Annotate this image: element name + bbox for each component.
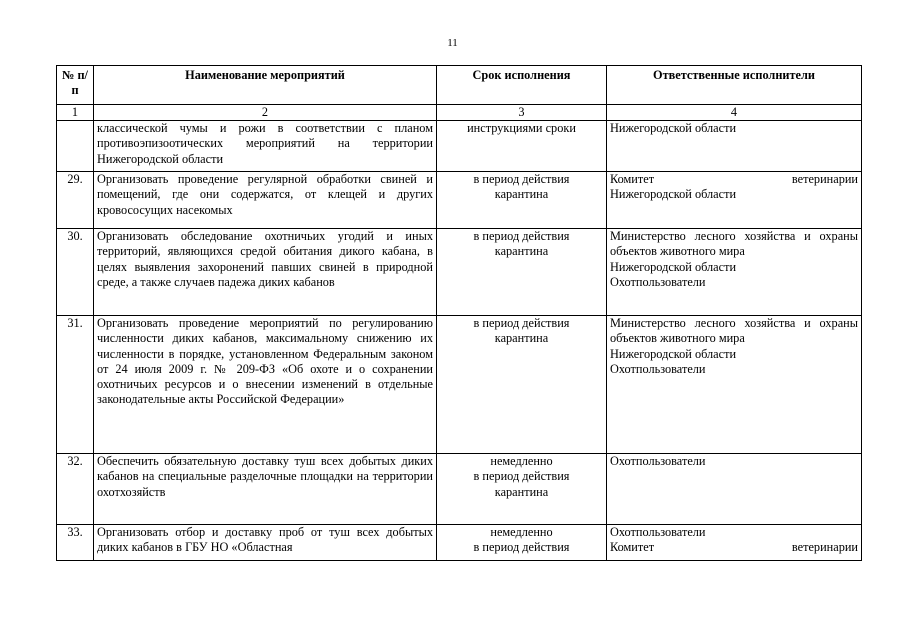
term-line: карантина bbox=[494, 331, 549, 346]
header-responsible: Ответственные исполнители bbox=[607, 66, 862, 105]
row-number bbox=[57, 121, 94, 172]
responsible-cell bbox=[607, 229, 862, 316]
responsible-cell bbox=[607, 316, 862, 454]
responsible-cell bbox=[607, 121, 862, 172]
term-cell bbox=[437, 229, 607, 316]
table-row bbox=[57, 121, 862, 172]
term-line: в период действия bbox=[473, 229, 570, 244]
row-number: 33. bbox=[57, 525, 94, 561]
column-number: 3 bbox=[437, 105, 607, 121]
measure-name: Организовать проведение мероприятий по регулированию численности диких кабанов, максимальному снижению их численности в порядке, установленном Федеральным законом от 24 июля 2009 г. № 209-ФЗ «Об охоте и о сохранении охотничьих ресурсов и о внесении изменений в отдельные законодательные акты Российской Федерации» bbox=[94, 316, 437, 454]
responsible-line: Охотпользователи bbox=[610, 361, 706, 376]
measures-table bbox=[56, 65, 862, 561]
column-number: 2 bbox=[94, 105, 437, 121]
column-number: 4 bbox=[607, 105, 862, 121]
row-number: 32. bbox=[57, 454, 94, 525]
responsible-cell bbox=[607, 454, 862, 525]
responsible-line: Нижегородской области bbox=[610, 121, 737, 136]
table-row bbox=[57, 229, 862, 316]
responsible-line: Министерство лесного хозяйства и охраны объектов животного мира bbox=[610, 316, 858, 346]
measure-name: Обеспечить обязательную доставку туш всех добытых диких кабанов на специальные разделочные площадки на территории охотхозяйств bbox=[94, 454, 437, 525]
term-cell bbox=[437, 121, 607, 172]
responsible-line: Министерство лесного хозяйства и охраны объектов животного мира bbox=[610, 229, 858, 259]
table-row bbox=[57, 172, 862, 229]
responsible-line: Охотпользователи bbox=[610, 454, 706, 469]
row-number: 31. bbox=[57, 316, 94, 454]
table-row bbox=[57, 316, 862, 454]
page-number: 11 bbox=[447, 37, 458, 49]
term-line: немедленно bbox=[490, 525, 553, 540]
term-cell bbox=[437, 525, 607, 561]
responsible-line: Нижегородской области bbox=[610, 187, 737, 202]
term-line: в период действия bbox=[473, 469, 570, 484]
measure-name: Организовать отбор и доставку проб от туш всех добытых диких кабанов в ГБУ НО «Областная bbox=[94, 525, 437, 561]
term-line: карантина bbox=[494, 484, 549, 499]
responsible-line: Комитет ветеринарии bbox=[610, 540, 858, 555]
column-number: 1 bbox=[57, 105, 94, 121]
term-line: карантина bbox=[494, 187, 549, 202]
term-cell bbox=[437, 172, 607, 229]
header-term: Срок исполнения bbox=[437, 66, 607, 105]
term-cell bbox=[437, 454, 607, 525]
term-line: немедленно bbox=[490, 454, 553, 469]
responsible-cell bbox=[607, 525, 862, 561]
measure-name: Организовать обследование охотничьих угодий и иных территорий, являющихся средой обитания дикого кабана, в целях выявления захоронений павших свиней в природной среде, а также случаев падежа диких кабанов bbox=[94, 229, 437, 316]
term-cell bbox=[437, 316, 607, 454]
table-row bbox=[57, 454, 862, 525]
term-line: карантина bbox=[494, 244, 549, 259]
term-line: в период действия bbox=[473, 540, 570, 555]
responsible-line: Нижегородской области bbox=[610, 259, 737, 274]
header-num: № п/п bbox=[57, 66, 94, 105]
term-line: в период действия bbox=[473, 316, 570, 331]
responsible-line: Нижегородской области bbox=[610, 346, 737, 361]
measure-name: классической чумы и рожи в соответствии с планом противоэпизоотических мероприятий на территории Нижегородской области bbox=[94, 121, 437, 172]
measure-name: Организовать проведение регулярной обработки свиней и помещений, где они содержатся, от клещей и других кровососущих насекомых bbox=[94, 172, 437, 229]
header-row bbox=[57, 66, 862, 105]
responsible-cell bbox=[607, 172, 862, 229]
term-line: инструкциями сроки bbox=[467, 121, 576, 136]
row-number: 30. bbox=[57, 229, 94, 316]
responsible-line: Охотпользователи bbox=[610, 525, 706, 540]
header-name: Наименование мероприятий bbox=[94, 66, 437, 105]
column-number-row bbox=[57, 105, 862, 121]
row-number: 29. bbox=[57, 172, 94, 229]
term-line: в период действия bbox=[473, 172, 570, 187]
responsible-line: Охотпользователи bbox=[610, 274, 706, 289]
table-row bbox=[57, 525, 862, 561]
responsible-line: Комитет ветеринарии bbox=[610, 172, 858, 187]
